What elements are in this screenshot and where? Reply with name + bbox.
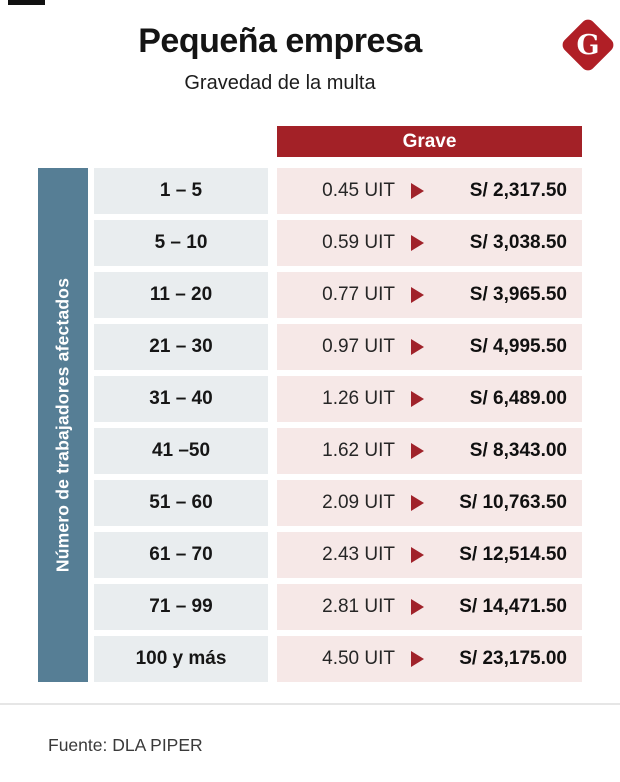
page-title: Pequeña empresa: [138, 22, 422, 60]
uit-value: 0.77 UIT: [322, 284, 395, 305]
column-gap: [268, 376, 277, 422]
fine-value-cell: [277, 376, 582, 422]
fine-value-cell: [277, 636, 582, 682]
fine-amount: S/ 2,317.50: [469, 180, 567, 201]
fine-amount: S/ 4,995.50: [469, 336, 567, 357]
fine-amount: S/ 12,514.50: [459, 544, 567, 565]
fine-value-cell: [277, 168, 582, 214]
uit-value: 1.26 UIT: [322, 388, 395, 409]
table-row: [94, 584, 582, 630]
corner-dash: [8, 0, 45, 5]
fine-value-cell: [277, 272, 582, 318]
workers-range-cell: 5 – 10: [94, 220, 268, 266]
arrow-right-icon: [411, 339, 424, 355]
footer-divider: [0, 703, 620, 705]
fine-value-cell: [277, 480, 582, 526]
source-credit: Fuente: DLA PIPER: [48, 735, 203, 755]
workers-range-cell: 51 – 60: [94, 480, 268, 526]
fine-amount: S/ 6,489.00: [469, 388, 567, 409]
table-rows: [94, 168, 582, 688]
fine-amount: S/ 3,038.50: [469, 232, 567, 253]
fine-value-cell: [277, 324, 582, 370]
workers-range-cell: 31 – 40: [94, 376, 268, 422]
table-row: [94, 324, 582, 370]
fine-value-cell: [277, 532, 582, 578]
fine-value-cell: [277, 584, 582, 630]
column-gap: [268, 324, 277, 370]
fine-amount: S/ 3,965.50: [469, 284, 567, 305]
table-row: [94, 532, 582, 578]
table-row: [94, 480, 582, 526]
row-axis-label: Número de trabajadores afectados: [52, 277, 73, 573]
row-axis-bar: [38, 168, 88, 682]
workers-range-cell: 100 y más: [94, 636, 268, 682]
fine-amount: S/ 8,343.00: [469, 440, 567, 461]
workers-range-cell: 11 – 20: [94, 272, 268, 318]
uit-value: 2.81 UIT: [322, 596, 395, 617]
fine-amount: S/ 10,763.50: [459, 492, 567, 513]
uit-value: 0.45 UIT: [322, 180, 395, 201]
workers-range-cell: 41 –50: [94, 428, 268, 474]
arrow-right-icon: [411, 235, 424, 251]
arrow-right-icon: [411, 599, 424, 615]
table-row: [94, 636, 582, 682]
uit-value: 2.43 UIT: [322, 544, 395, 565]
uit-value: 0.59 UIT: [322, 232, 395, 253]
uit-value: 2.09 UIT: [322, 492, 395, 513]
workers-range-cell: 71 – 99: [94, 584, 268, 630]
severity-column-header: Grave: [277, 126, 582, 157]
table-row: [94, 428, 582, 474]
arrow-right-icon: [411, 651, 424, 667]
column-gap: [268, 532, 277, 578]
fine-value-cell: [277, 220, 582, 266]
gestion-logo-diamond-icon: [560, 17, 617, 74]
column-gap: [268, 272, 277, 318]
fine-value-cell: [277, 428, 582, 474]
workers-range-cell: 1 – 5: [94, 168, 268, 214]
arrow-right-icon: [411, 287, 424, 303]
column-gap: [268, 636, 277, 682]
workers-range-cell: 61 – 70: [94, 532, 268, 578]
arrow-right-icon: [411, 443, 424, 459]
page-subtitle: Gravedad de la multa: [184, 72, 376, 94]
gestion-logo-letter: G: [576, 29, 600, 61]
table-row: [94, 376, 582, 422]
column-gap: [268, 584, 277, 630]
arrow-right-icon: [411, 495, 424, 511]
fine-amount: S/ 14,471.50: [459, 596, 567, 617]
uit-value: 4.50 UIT: [322, 648, 395, 669]
arrow-right-icon: [411, 183, 424, 199]
fine-amount: S/ 23,175.00: [459, 648, 567, 669]
uit-value: 0.97 UIT: [322, 336, 395, 357]
column-gap: [268, 428, 277, 474]
uit-value: 1.62 UIT: [322, 440, 395, 461]
table-row: [94, 272, 582, 318]
column-gap: [268, 480, 277, 526]
column-gap: [268, 168, 277, 214]
column-gap: [268, 220, 277, 266]
workers-range-cell: 21 – 30: [94, 324, 268, 370]
table-row: [94, 168, 582, 214]
arrow-right-icon: [411, 547, 424, 563]
arrow-right-icon: [411, 391, 424, 407]
table-row: [94, 220, 582, 266]
